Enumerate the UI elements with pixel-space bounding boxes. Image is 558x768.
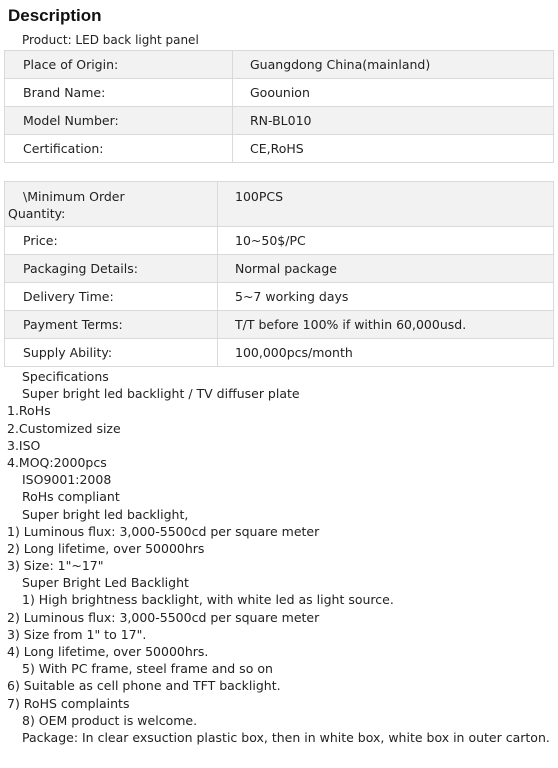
row-value: 10~50$/PC — [218, 227, 554, 255]
text-line: 1.RoHs — [7, 403, 51, 419]
product-line: Product: LED back light panel — [22, 33, 199, 47]
row-key: Brand Name: — [5, 79, 233, 107]
text-line: 6) Suitable as cell phone and TFT backlight. — [7, 678, 281, 694]
row-value: 100PCS — [218, 182, 554, 227]
specifications-text — [0, 368, 558, 746]
text-line: 3.ISO — [7, 437, 41, 453]
row-key: Packaging Details: — [5, 255, 218, 283]
text-line: 2.Customized size — [7, 420, 121, 436]
table-row — [5, 107, 554, 135]
row-value: 5~7 working days — [218, 283, 554, 311]
text-line: Super bright led backlight, — [22, 506, 189, 522]
row-value: T/T before 100% if within 60,000usd. — [218, 311, 554, 339]
text-line: 5) With PC frame, steel frame and so on — [22, 661, 273, 677]
table-row — [5, 227, 554, 255]
text-line: Package: In clear exsuction plastic box, then in white box, white box in outer carton. — [22, 729, 550, 745]
text-line: RoHs compliant — [22, 489, 120, 505]
table-row — [5, 182, 554, 227]
text-line: 7) RoHS complaints — [7, 695, 130, 711]
product-info-table — [4, 50, 554, 163]
text-line: Super bright led backlight / TV diffuser plate — [22, 386, 300, 402]
table-row — [5, 79, 554, 107]
table-row — [5, 283, 554, 311]
row-key: Place of Origin: — [5, 51, 233, 79]
table-row — [5, 51, 554, 79]
row-key: Price: — [5, 227, 218, 255]
row-key: Payment Terms: — [5, 311, 218, 339]
row-value: 100,000pcs/month — [218, 339, 554, 367]
row-value: RN-BL010 — [233, 107, 554, 135]
text-line: 3) Size from 1" to 17". — [7, 626, 147, 642]
text-line: 3) Size: 1"~17" — [7, 558, 104, 574]
text-line: 4.MOQ:2000pcs — [7, 454, 107, 470]
row-value: Goounion — [233, 79, 554, 107]
table-row — [5, 339, 554, 367]
row-value: Normal package — [218, 255, 554, 283]
text-line: 4) Long lifetime, over 50000hrs. — [7, 644, 209, 659]
table-row — [5, 311, 554, 339]
description-heading: Description — [8, 6, 102, 25]
trade-info-table — [4, 181, 554, 367]
row-key: Supply Ability: — [5, 339, 218, 367]
row-key — [5, 182, 218, 227]
row-value: Guangdong China(mainland) — [233, 51, 554, 79]
text-line: 2) Long lifetime, over 50000hrs — [7, 540, 205, 556]
table-row — [5, 255, 554, 283]
text-line: 1) Luminous flux: 3,000-5500cd per square meter — [7, 523, 320, 539]
text-line: 1) High brightness backlight, with white led as light source. — [22, 592, 394, 608]
text-line: Specifications — [22, 369, 109, 384]
text-line: ISO9001:2008 — [22, 472, 112, 488]
text-line: Super Bright Led Backlight — [22, 575, 189, 591]
row-key: Certification: — [5, 135, 233, 163]
table-row — [5, 135, 554, 163]
moq-key-line: \Minimum Order Quantity: — [8, 189, 125, 221]
row-key: Delivery Time: — [5, 283, 218, 311]
row-key: Model Number: — [5, 107, 233, 135]
text-line: 2) Luminous flux: 3,000-5500cd per square meter — [7, 609, 320, 625]
row-value: CE,RoHS — [233, 135, 554, 163]
text-line: 8) OEM product is welcome. — [22, 712, 198, 728]
